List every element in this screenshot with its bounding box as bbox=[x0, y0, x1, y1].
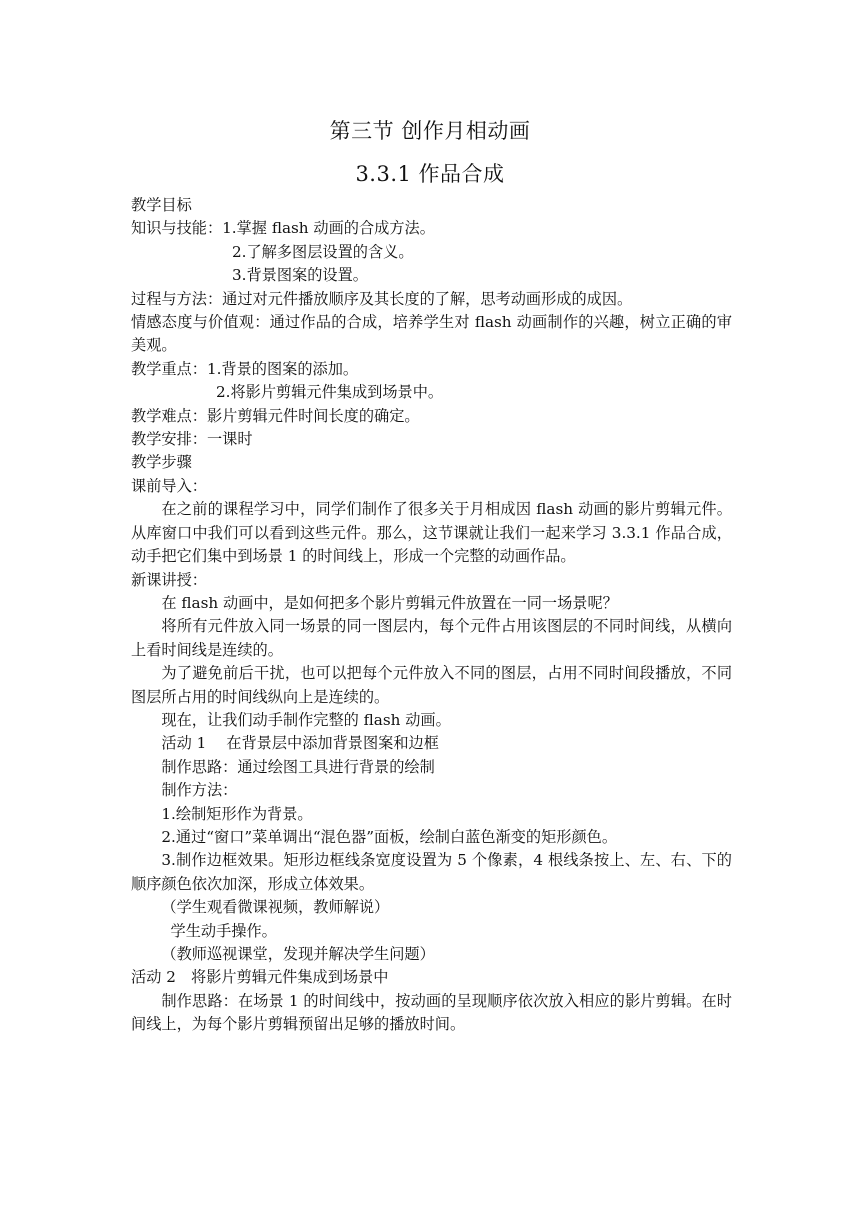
heading-teaching-steps: 教学步骤 bbox=[131, 453, 192, 472]
activity-1-note-video: （学生观看微课视频，教师解说） bbox=[161, 898, 390, 917]
activity-1-note-practice: 学生动手操作。 bbox=[170, 921, 277, 940]
lesson-method-1: 将所有元件放入同一场景的同一图层内，每个元件占用该图层的不同时间线，从横向上看时间线是连续的。 bbox=[131, 617, 732, 659]
activity-2-idea: 制作思路：在场景 1 的时间线中，按动画的呈现顺序依次放入相应的影片剪辑。在时间线上，为每个影片剪辑预留出足够的播放时间。 bbox=[131, 991, 732, 1034]
knowledge-skill-item-3: 3.背景图案的设置。 bbox=[232, 266, 368, 285]
knowledge-skill-item-1: 知识与技能：1.掌握 flash 动画的合成方法。 bbox=[131, 219, 435, 238]
subsection-title: 3.3.1 作品合成 bbox=[355, 162, 505, 186]
activity-1-method-heading: 制作方法： bbox=[161, 781, 238, 800]
activity-2-title: 活动 2 将影片剪辑元件集成到场景中 bbox=[131, 968, 389, 987]
activity-1-title: 活动 1 在背景层中添加背景图案和边框 bbox=[161, 734, 439, 753]
difficult-point: 教学难点：影片剪辑元件时间长度的确定。 bbox=[131, 406, 420, 425]
activity-1-step-2: 2.通过“窗口”菜单调出“混色器”面板，绘制白蓝色渐变的矩形颜色。 bbox=[161, 827, 618, 846]
knowledge-skill-item-2: 2.了解多图层设置的含义。 bbox=[232, 242, 414, 261]
lesson-body bbox=[131, 194, 732, 1037]
schedule: 教学安排：一课时 bbox=[131, 430, 253, 449]
heading-teaching-goals: 教学目标 bbox=[131, 196, 192, 214]
heading-new-lesson: 新课讲授： bbox=[131, 570, 207, 589]
activity-1-idea: 制作思路：通过绘图工具进行背景的绘制 bbox=[161, 757, 435, 776]
activity-1-step-3: 3.制作边框效果。矩形边框线条宽度设置为 5 个像素，4 根线条按上、左、右、下的顺序颜色依次加深，形成立体效果。 bbox=[131, 851, 732, 893]
heading-intro: 课前导入： bbox=[131, 476, 207, 495]
key-point-1: 教学重点：1.背景的图案的添加。 bbox=[131, 359, 359, 378]
activity-1-step-1: 1.绘制矩形作为背景。 bbox=[161, 804, 313, 823]
lesson-transition: 现在，让我们动手制作完整的 flash 动画。 bbox=[161, 710, 451, 729]
intro-paragraph: 在之前的课程学习中，同学们制作了很多关于月相成因 flash 动画的影片剪辑元件。从库窗口中我们可以看到这些元件。那么，这节课就让我们一起来学习 3.3.1 作品合成，动手把它们集中到场景 1 的时间线上，形成一个完整的动画作品。 bbox=[131, 500, 732, 566]
activity-1-note-tour: （教师巡视课堂，发现并解决学生问题） bbox=[161, 945, 435, 963]
process-method: 过程与方法：通过对元件播放顺序及其长度的了解，思考动画形成的成因。 bbox=[131, 289, 633, 308]
lesson-method-2: 为了避免前后干扰，也可以把每个元件放入不同的图层，占用不同时间段播放，不同图层所占用的时间线纵向上是连续的。 bbox=[131, 664, 732, 706]
lesson-question: 在 flash 动画中，是如何把多个影片剪辑元件放置在一同一场景呢？ bbox=[161, 593, 618, 612]
emotion-values: 情感态度与价值观：通过作品的合成，培养学生对 flash 动画制作的兴趣，树立正确的审美观。 bbox=[131, 313, 732, 355]
section-title: 第三节 创作月相动画 bbox=[329, 119, 531, 143]
key-point-2: 2.将影片剪辑元件集成到场景中。 bbox=[216, 383, 444, 402]
